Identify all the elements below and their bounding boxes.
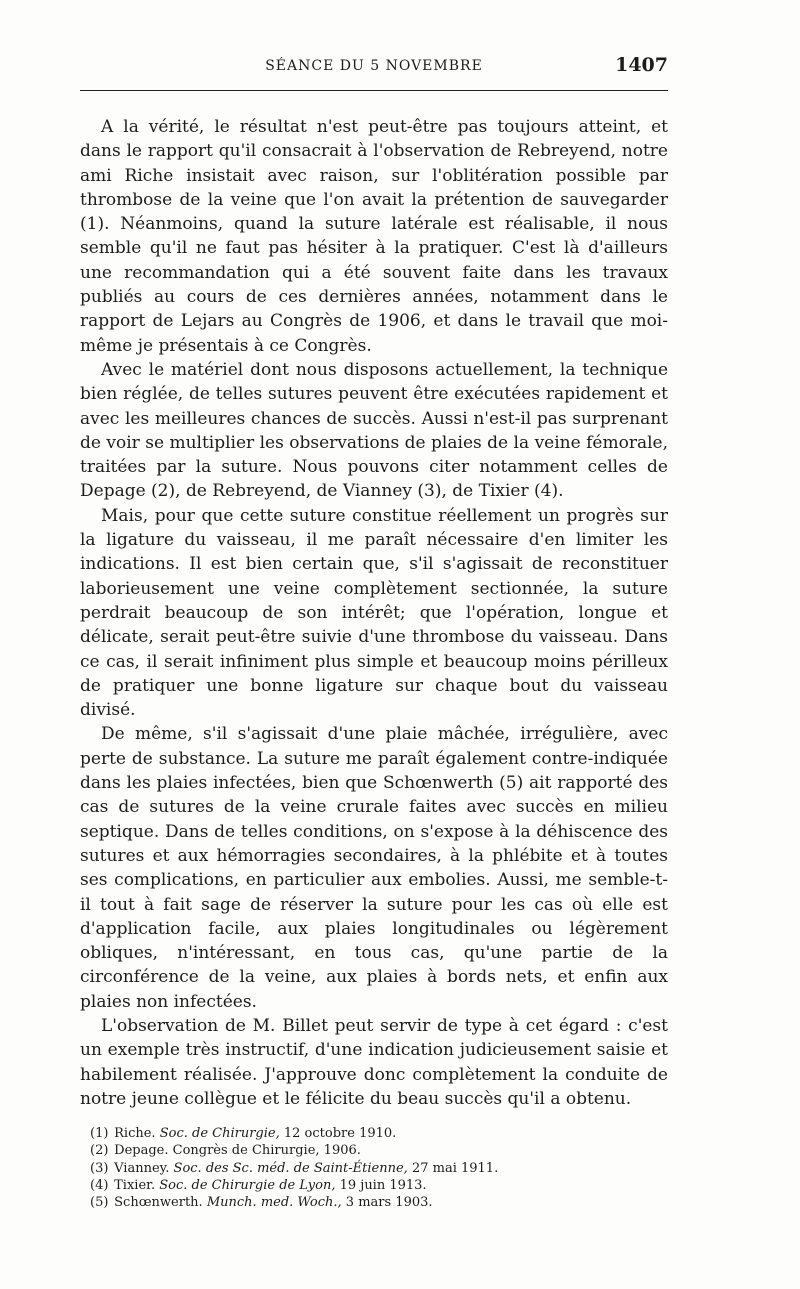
footnote-number: (1) [90,1126,109,1142]
paragraph: Avec le matériel dont nous disposons actuellement, la technique bien réglée, de telles sutures peuvent être exécutées rapidement et avec les meilleures chances de succès. Aussi n'est-il pas surprenant de voir se multiplier les observations de plaies de la veine fémorale, traitées par la suture. Nous pouvons citer notamment celles de Depage (2), de Rebreyend, de Vianney (3), de Tixier (4). [80,359,668,502]
footnote-number: (5) [90,1195,109,1211]
footnote-author: Vianney. [114,1160,170,1176]
running-title: SÉANCE DU 5 NOVEMBRE [265,58,483,74]
footnote-number: (4) [90,1178,109,1194]
footnote-author: Tixier. [114,1178,156,1194]
footnote-number: (3) [90,1160,109,1176]
footnote-date: 27 mai 1911. [411,1160,499,1176]
header-rule [80,90,668,91]
footnote-source: Soc. de Chirurgie de Lyon, [159,1178,336,1194]
footnote-author: Riche. [114,1126,156,1142]
paragraph: L'observation de M. Billet peut servir de type à cet égard : c'est un exemple très instructif, d'une indication judicieusement saisie et habilement réalisée. J'approuve donc complètement la conduite de notre jeune collègue et le félicite du beau succès qu'il a obtenu. [80,1015,668,1109]
footnote-source: Soc. de Chirurgie, [159,1126,280,1142]
footnote-date: 12 octobre 1910. [283,1126,397,1142]
paragraph: A la vérité, le résultat n'est peut-être pas toujours atteint, et dans le rapport qu'il consacrait à l'observation de Rebreyend, notre ami Riche insistait avec raison, sur l'oblitération possible par thrombose de la veine que l'on avait la prétention de sauvegarder (1). Néanmoins, quand la suture latérale est réalisable, il nous semble qu'il ne faut pas hésiter à la pratiquer. C'est là d'ailleurs une recommandation qui a été souvent faite dans les travaux publiés au cours de ces dernières années, notamment dans le rapport de Lejars au Congrès de 1906, et dans le travail que moi-même je présentais à ce Congrès. [80,117,668,356]
footnote [80,1160,668,1177]
page-header [80,52,668,82]
footnote-source: Soc. des Sc. méd. de Saint-Étienne, [173,1160,408,1176]
footnote-date: 19 juin 1913. [339,1178,427,1194]
footnotes [80,1125,668,1211]
footnote-number: (2) [90,1143,109,1159]
footnote-author: Depage. [114,1143,169,1159]
footnote [80,1177,668,1194]
footnote-source: Munch. med. Woch., [206,1195,342,1211]
body-text [80,115,668,1111]
footnote [80,1194,668,1211]
paragraph: De même, s'il s'agissait d'une plaie mâchée, irrégulière, avec perte de substance. La suture me paraît également contre-indiquée dans les plaies infectées, bien que Schœnwerth (5) ait rapporté des cas de sutures de la veine crurale faites avec succès en milieu septique. Dans de telles conditions, on s'expose à la déhiscence des sutures et aux hémorragies secondaires, à la phlébite et à toutes ses complications, en particulier aux embolies. Aussi, me semble-t-il tout à fait sage de réserver la suture pour les cas où elle est d'application facile, aux plaies longitudinales ou légèrement obliques, n'intéressant, en tous cas, qu'une partie de la circonférence de la veine, aux plaies à bords nets, et enfin aux plaies non infectées. [80,724,668,1012]
footnote-author: Schœnwerth. [114,1195,203,1211]
paragraph: Mais, pour que cette suture constitue réellement un progrès sur la ligature du vaisseau, il me paraît nécessaire d'en limiter les indications. Il est bien certain que, s'il s'agissait de reconstituer laborieusement une veine complètement sectionnée, la suture perdrait beaucoup de son intérêt; que l'opération, longue et délicate, serait peut-être suivie d'une thrombose du vaisseau. Dans ce cas, il serait infiniment plus simple et beaucoup moins périlleux de pratiquer une bonne ligature sur chaque bout du vaisseau divisé. [80,505,668,721]
footnote-date: 3 mars 1903. [345,1195,433,1211]
footnote [80,1125,668,1142]
document-page [80,52,668,1212]
footnote [80,1142,668,1159]
page-number: 1407 [615,54,668,76]
footnote-date: Congrès de Chirurgie, 1906. [172,1143,361,1159]
